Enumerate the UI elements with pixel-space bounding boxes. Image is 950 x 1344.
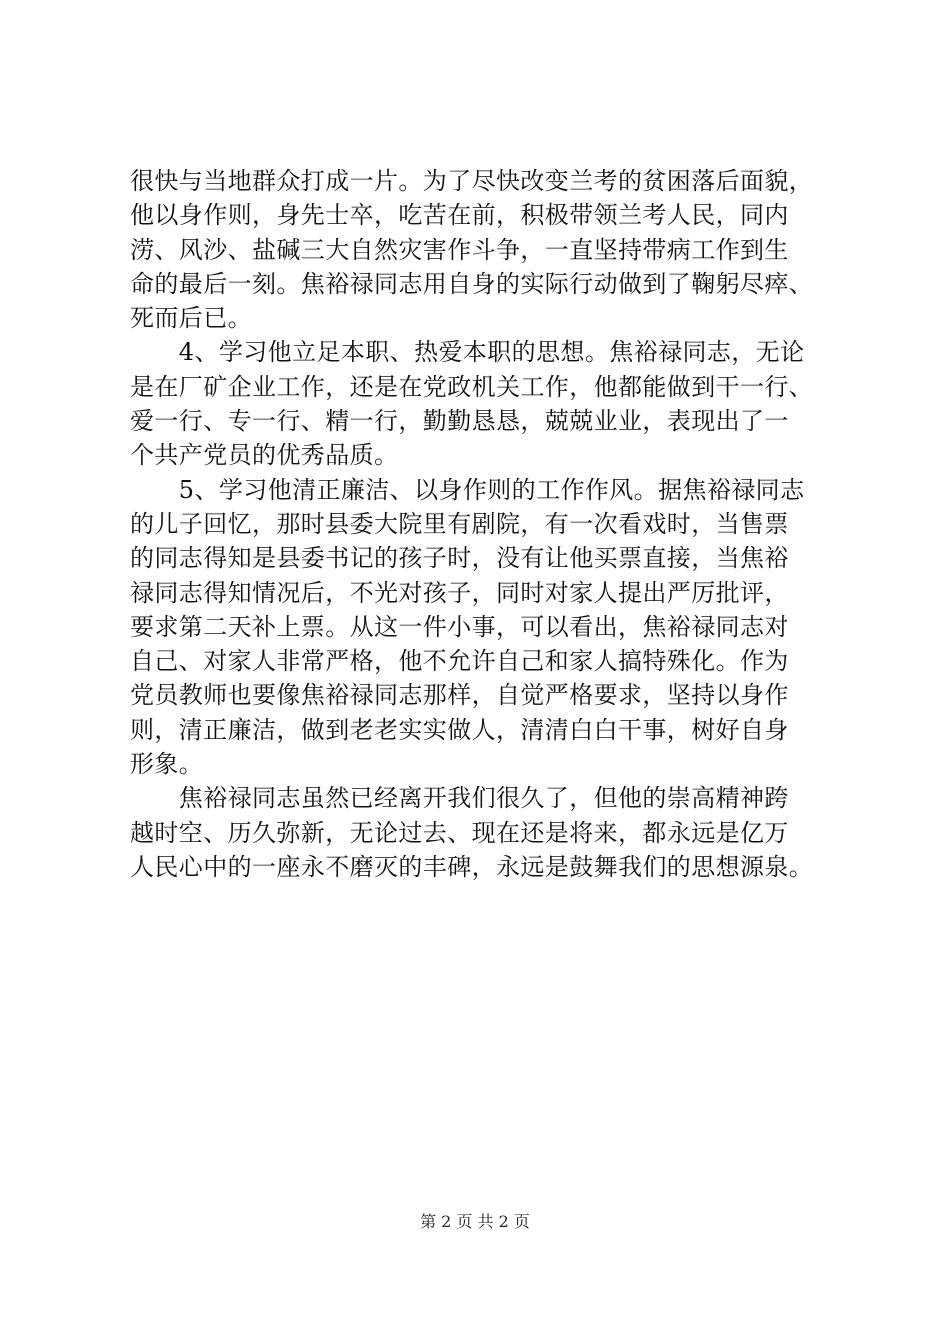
page-number-label: 第 2 页 共 2 页 xyxy=(420,1212,530,1231)
text-line-4: 命的最后一刻。焦裕禄同志用自身的实际行动做到了鞠躬尽瘁、 xyxy=(130,269,814,298)
text-line-15: 自己、对家人非常严格，他不允许自己和家人搞特殊化。作为 xyxy=(130,647,789,676)
text-line-19: 焦裕禄同志虽然已经离开我们很久了，但他的崇高精神跨 xyxy=(130,784,789,813)
text-line-14: 要求第二天补上票。从这一件小事，可以看出，焦裕禄同志对 xyxy=(130,612,789,641)
text-line-21: 人民心中的一座永不磨灭的丰碑，永远是鼓舞我们的思想源泉。 xyxy=(130,852,814,881)
text-line-9: 个共产党员的优秀品质。 xyxy=(130,441,399,470)
text-line-10: 5、学习他清正廉洁、以身作则的工作作风。据焦裕禄同志 xyxy=(130,475,805,504)
text-line-12: 的同志得知是县委书记的孩子时，没有让他买票直接，当焦裕 xyxy=(130,544,789,573)
text-line-18: 形象。 xyxy=(130,750,204,779)
text-line-16: 党员教师也要像焦裕禄同志那样，自觉严格要求，坚持以身作 xyxy=(130,681,789,710)
body-text xyxy=(130,164,830,884)
text-line-8: 爱一行、专一行、精一行，勤勤恳恳，兢兢业业，表现出了一 xyxy=(130,407,789,436)
text-line-1: 很快与当地群众打成一片。为了尽快改变兰考的贫困落后面貌， xyxy=(130,167,814,195)
text-line-3: 涝、风沙、盐碱三大自然灾害作斗争，一直坚持带病工作到生 xyxy=(130,235,789,264)
text-line-5: 死而后已。 xyxy=(130,304,252,333)
text-line-6: 4、学习他立足本职、热爱本职的思想。焦裕禄同志，无论 xyxy=(130,338,805,367)
text-line-2: 他以身作则，身先士卒，吃苦在前，积极带领兰考人民，同内 xyxy=(130,201,789,230)
text-line-11: 的儿子回忆，那时县委大院里有剧院，有一次看戏时，当售票 xyxy=(130,509,789,538)
text-line-20: 越时空、历久弥新，无论过去、现在还是将来，都永远是亿万 xyxy=(130,818,789,847)
page-footer xyxy=(0,1212,950,1232)
text-line-13: 禄同志得知情况后，不光对孩子，同时对家人提出严厉批评， xyxy=(130,578,789,607)
text-line-7: 是在厂矿企业工作，还是在党政机关工作，他都能做到干一行、 xyxy=(130,372,814,401)
text-line-17: 则，清正廉洁，做到老老实实做人，清清白白干事，树好自身 xyxy=(130,715,789,744)
